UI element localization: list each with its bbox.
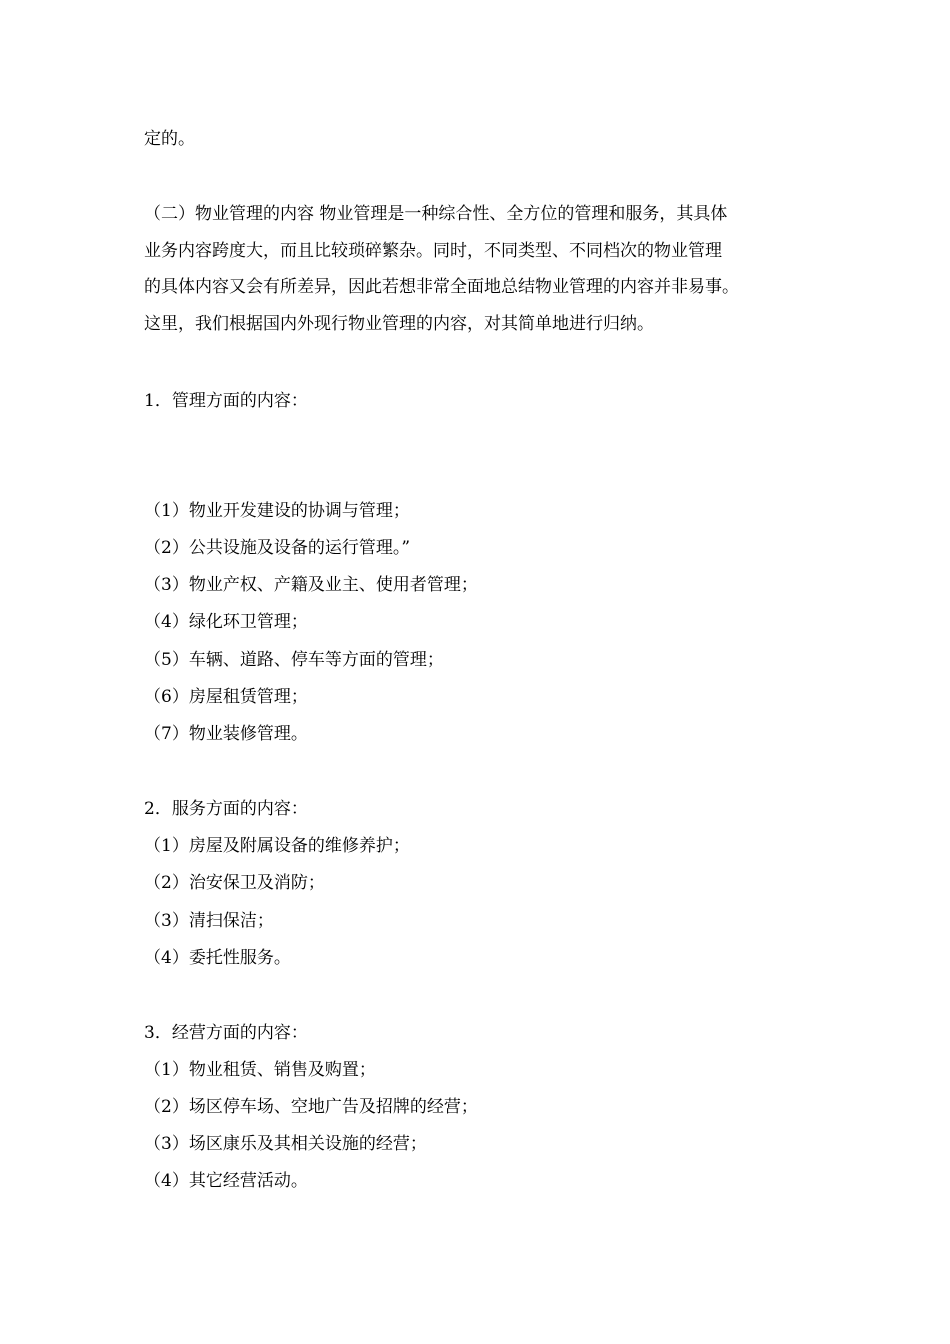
service-item-2: （2）治安保卫及消防； (144, 873, 325, 893)
management-heading: 1．管理方面的内容： (144, 391, 308, 411)
management-item-5: （5）车辆、道路、停车等方面的管理； (144, 650, 444, 670)
service-heading: 2．服务方面的内容： (144, 799, 308, 819)
section-two-line-1: （二）物业管理的内容 物业管理是一种综合性、全方位的管理和服务，其具体 (144, 204, 728, 224)
management-item-7: （7）物业装修管理。 (144, 724, 308, 744)
section-two-line-3: 的具体内容又会有所差异，因此若想非常全面地总结物业管理的内容并非易事。 (144, 277, 739, 297)
business-item-4: （4）其它经营活动。 (144, 1171, 308, 1191)
management-item-2: （2）公共设施及设备的运行管理。” (144, 538, 411, 558)
management-item-3: （3）物业产权、产籍及业主、使用者管理； (144, 575, 478, 595)
intro-fragment: 定的。 (144, 129, 195, 149)
business-item-1: （1）物业租赁、销售及购置； (144, 1060, 376, 1080)
management-item-1: （1）物业开发建设的协调与管理； (144, 501, 410, 521)
service-item-1: （1）房屋及附属设备的维修养护； (144, 836, 410, 856)
management-item-4: （4）绿化环卫管理； (144, 612, 308, 632)
business-heading: 3．经营方面的内容： (144, 1023, 308, 1043)
service-item-4: （4）委托性服务。 (144, 948, 291, 968)
management-item-6: （6）房屋租赁管理； (144, 687, 308, 707)
section-two-line-2: 业务内容跨度大，而且比较琐碎繁杂。同时，不同类型、不同档次的物业管理 (144, 241, 722, 261)
service-item-3: （3）清扫保洁； (144, 911, 274, 931)
section-two-line-4: 这里，我们根据国内外现行物业管理的内容，对其简单地进行归纳。 (144, 314, 654, 334)
business-item-2: （2）场区停车场、空地广告及招牌的经营； (144, 1097, 478, 1117)
business-item-3: （3）场区康乐及其相关设施的经营； (144, 1134, 427, 1154)
